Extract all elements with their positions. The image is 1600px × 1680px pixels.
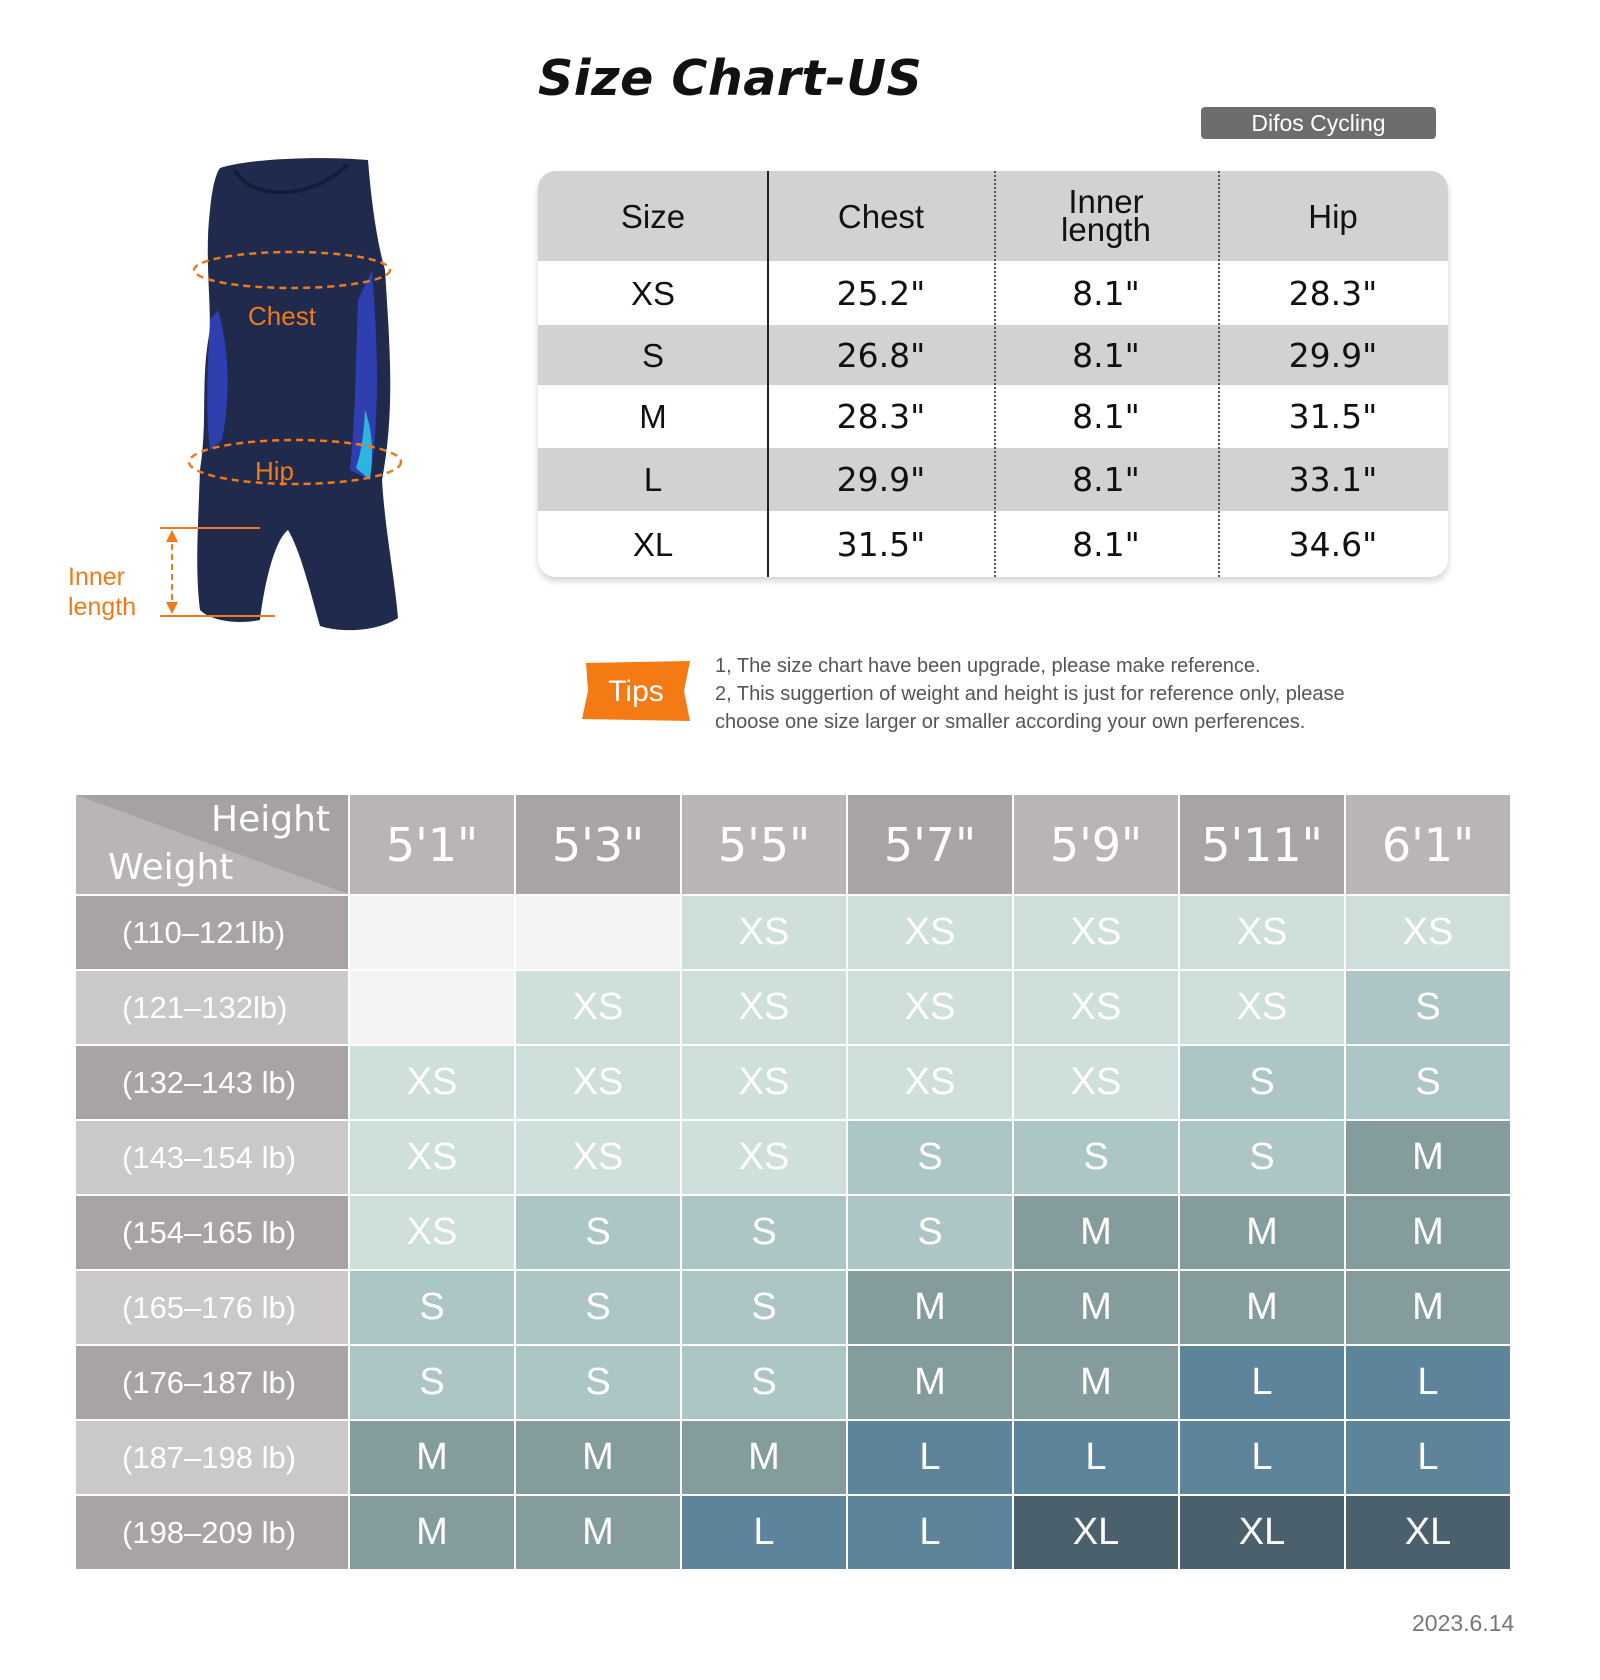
weight-header: (132–143 lb)	[76, 1046, 348, 1119]
size-recommendation-cell: M	[1346, 1271, 1510, 1344]
size-cell: XS	[630, 274, 676, 312]
size-recommendation-cell: M	[682, 1421, 846, 1494]
inner-cell: 8.1"	[1072, 273, 1140, 313]
size-recommendation-cell: XS	[682, 896, 846, 969]
size-recommendation-cell: M	[1014, 1346, 1178, 1419]
page-title: Size Chart-US	[538, 50, 923, 107]
header-hip: Hip	[1308, 197, 1358, 235]
hip-label: Hip	[255, 456, 295, 486]
size-recommendation-cell: XL	[1346, 1496, 1510, 1569]
height-header: 6'1"	[1346, 795, 1510, 894]
inner-length-label-1: Inner	[68, 563, 125, 591]
size-recommendation-cell: XS	[350, 1196, 514, 1269]
table-divider	[1218, 171, 1220, 577]
weight-header: (121–132lb)	[76, 971, 348, 1044]
size-recommendation-cell: M	[848, 1346, 1012, 1419]
size-recommendation-cell: S	[1014, 1121, 1178, 1194]
hip-cell: 31.5"	[1288, 397, 1378, 436]
size-cell: S	[641, 336, 664, 374]
size-recommendation-cell: XS	[350, 1121, 514, 1194]
tips-line-1: 1, The size chart have been upgrade, please make reference.	[715, 655, 1261, 677]
size-recommendation-cell: S	[350, 1271, 514, 1344]
size-recommendation-cell: L	[1014, 1421, 1178, 1494]
table-divider	[767, 171, 769, 577]
size-recommendation-cell: XS	[516, 971, 680, 1044]
size-cell: M	[639, 398, 667, 435]
weight-header: (154–165 lb)	[76, 1196, 348, 1269]
tips-text	[715, 652, 1435, 736]
inner-length-label-2: length	[68, 593, 137, 621]
size-recommendation-cell: XS	[682, 1046, 846, 1119]
chest-cell: 29.9"	[836, 460, 926, 499]
size-recommendation-cell: S	[682, 1196, 846, 1269]
size-recommendation-cell: S	[516, 1346, 680, 1419]
size-recommendation-cell: L	[1346, 1421, 1510, 1494]
hip-cell: 28.3"	[1288, 273, 1378, 313]
measurement-row	[538, 511, 1448, 577]
size-recommendation-cell: XL	[1014, 1496, 1178, 1569]
size-recommendation-cell: XS	[1180, 971, 1344, 1044]
size-recommendation-cell: L	[1180, 1346, 1344, 1419]
inner-cell: 8.1"	[1072, 460, 1140, 499]
measurement-table	[538, 171, 1448, 577]
arrow-down-icon	[166, 602, 178, 614]
size-recommendation-cell: M	[516, 1421, 680, 1494]
arrow-up-icon	[166, 530, 178, 542]
chest-cell: 25.2"	[836, 273, 926, 313]
size-recommendation-cell: S	[848, 1121, 1012, 1194]
height-header: 5'7"	[848, 795, 1012, 894]
size-recommendation-cell: M	[1014, 1196, 1178, 1269]
tips-line-3: choose one size larger or smaller according your own perferences.	[715, 711, 1306, 733]
size-recommendation-grid	[76, 795, 1516, 1574]
size-recommendation-cell: M	[1180, 1271, 1344, 1344]
size-recommendation-cell: M	[1346, 1196, 1510, 1269]
weight-header: (198–209 lb)	[76, 1496, 348, 1569]
size-recommendation-cell: XS	[1014, 896, 1178, 969]
weight-header: (110–121lb)	[76, 896, 348, 969]
tri-suit-illustration	[60, 150, 440, 680]
height-header: 5'5"	[682, 795, 846, 894]
weight-header: (187–198 lb)	[76, 1421, 348, 1494]
size-recommendation-cell: M	[1014, 1271, 1178, 1344]
size-recommendation-cell: M	[848, 1271, 1012, 1344]
inner-cell: 8.1"	[1072, 335, 1140, 375]
size-recommendation-cell: S	[1180, 1121, 1344, 1194]
height-header: 5'9"	[1014, 795, 1178, 894]
size-recommendation-cell: S	[1180, 1046, 1344, 1119]
size-recommendation-cell: S	[848, 1196, 1012, 1269]
measurement-row	[538, 385, 1448, 448]
corner-height-label: Height	[211, 799, 331, 840]
header-size: Size	[620, 197, 686, 235]
size-recommendation-cell: L	[682, 1496, 846, 1569]
header-chest: Chest	[837, 197, 925, 235]
size-recommendation-cell: L	[848, 1496, 1012, 1569]
size-recommendation-cell: S	[1346, 1046, 1510, 1119]
size-recommendation-cell: XS	[1180, 896, 1344, 969]
size-recommendation-cell: S	[1346, 971, 1510, 1044]
size-recommendation-cell: L	[1180, 1421, 1344, 1494]
header-inner-length: Inner length	[1061, 182, 1151, 248]
size-cell: L	[643, 461, 663, 498]
weight-header: (143–154 lb)	[76, 1121, 348, 1194]
table-divider	[994, 171, 996, 577]
weight-header: (176–187 lb)	[76, 1346, 348, 1419]
size-recommendation-cell: M	[350, 1496, 514, 1569]
size-recommendation-cell: L	[848, 1421, 1012, 1494]
size-recommendation-cell: XL	[1180, 1496, 1344, 1569]
size-recommendation-cell: XS	[516, 1046, 680, 1119]
size-recommendation-cell: L	[1346, 1346, 1510, 1419]
size-recommendation-cell: XS	[848, 971, 1012, 1044]
tips-label: Tips	[608, 675, 664, 708]
size-recommendation-cell: S	[350, 1346, 514, 1419]
tips-badge	[582, 661, 690, 721]
height-header: 5'3"	[516, 795, 680, 894]
size-recommendation-cell: XS	[350, 1046, 514, 1119]
hip-cell: 33.1"	[1288, 460, 1378, 499]
size-recommendation-cell	[350, 971, 514, 1044]
size-recommendation-cell: S	[516, 1271, 680, 1344]
size-recommendation-cell: XS	[516, 1121, 680, 1194]
measurement-row	[538, 325, 1448, 385]
inner-cell: 8.1"	[1072, 397, 1140, 436]
measurement-row	[538, 448, 1448, 511]
hip-cell: 34.6"	[1288, 524, 1378, 564]
chest-cell: 28.3"	[836, 397, 926, 436]
size-recommendation-cell: XS	[1014, 971, 1178, 1044]
measurement-header-row	[538, 171, 1448, 261]
size-recommendation-cell: XS	[1014, 1046, 1178, 1119]
size-recommendation-cell: M	[516, 1496, 680, 1569]
size-recommendation-cell: XS	[848, 896, 1012, 969]
size-recommendation-cell: S	[682, 1271, 846, 1344]
brand-badge: Difos Cycling	[1201, 107, 1436, 139]
measurement-row	[538, 261, 1448, 325]
height-header: 5'1"	[350, 795, 514, 894]
size-recommendation-cell: XS	[1346, 896, 1510, 969]
chest-cell: 26.8"	[836, 335, 926, 375]
size-recommendation-cell: XS	[682, 1121, 846, 1194]
size-recommendation-cell: M	[1346, 1121, 1510, 1194]
weight-header: (165–176 lb)	[76, 1271, 348, 1344]
hip-cell: 29.9"	[1288, 335, 1378, 375]
size-cell: XL	[632, 525, 674, 563]
tips-line-2: 2, This suggertion of weight and height is just for reference only, please	[715, 683, 1345, 705]
chart-date: 2023.6.14	[1412, 1610, 1515, 1636]
chest-cell: 31.5"	[836, 524, 926, 564]
size-recommendation-cell: S	[682, 1346, 846, 1419]
size-recommendation-cell: XS	[848, 1046, 1012, 1119]
size-recommendation-cell	[350, 896, 514, 969]
corner-weight-label: Weight	[108, 847, 234, 888]
size-recommendation-cell: M	[350, 1421, 514, 1494]
size-recommendation-cell: M	[1180, 1196, 1344, 1269]
chest-label: Chest	[248, 301, 316, 331]
size-recommendation-cell	[516, 896, 680, 969]
size-recommendation-cell: XS	[682, 971, 846, 1044]
height-header: 5'11"	[1180, 795, 1344, 894]
size-recommendation-cell: S	[516, 1196, 680, 1269]
inner-cell: 8.1"	[1072, 524, 1140, 564]
